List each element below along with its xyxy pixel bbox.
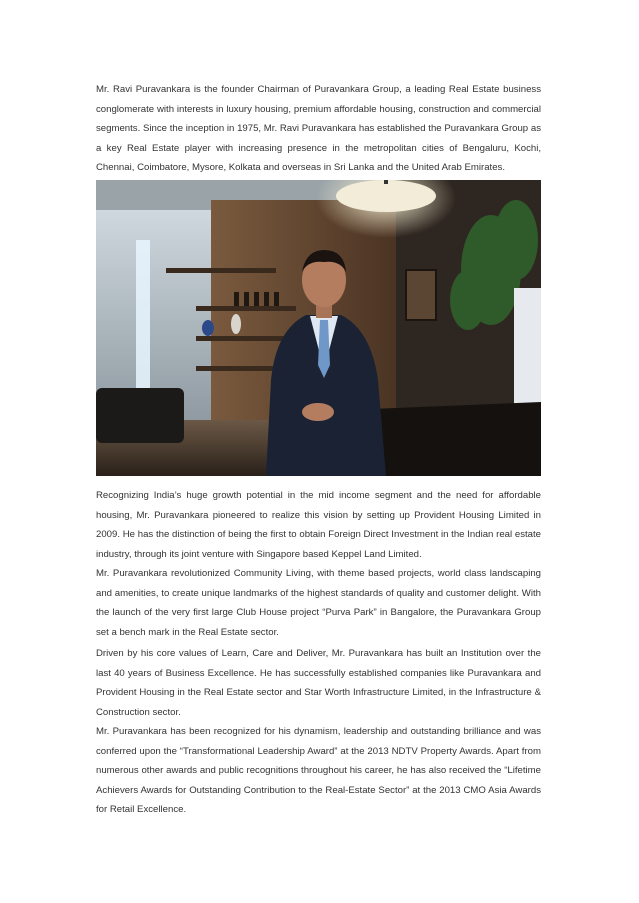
- community-living-paragraph: Mr. Puravankara revolutionized Community Living, with theme based projects, world class landscaping and amenities, to create unique landmarks of the highest standards of quality and customer delight. With the launch of the very first large Club House project “Purva Park” in Bangalore, the Puravankara Group set a bench mark in the Real Estate sector.: [96, 568, 541, 638]
- intro-paragraph: Mr. Ravi Puravankara is the founder Chairman of Puravankara Group, a leading Real Estate business conglomerate with interests in luxury housing, premium affordable housing, construction and commercial segments. Since the inception in 1975, Mr. Ravi Puravankara has established the Puravankara Group as a key Real Estate player with increasing presence in the metropolitan cities of Bengaluru, Kochi, Chennai, Coimbatore, Mysore, Kolkata and overseas in Sri Lanka and the United Arab Emirates.: [96, 84, 541, 173]
- core-values-paragraph: Driven by his core values of Learn, Care and Deliver, Mr. Puravankara has built an Institution over the last 40 years of Business Excellence. He has successfully established companies like Puravankara and Provident Housing in the Real Estate sector and Star Worth Infrastructure Limited, in the Infrastructure & Construction sector.: [96, 648, 541, 718]
- awards-paragraph: Mr. Puravankara has been recognized for his dynamism, leadership and outstanding brilliance and was conferred upon the “Transformational Leadership Award” at the 2013 NDTV Property Awards. Apart from numerous other awards and public recognitions throughout his career, he has also received the “Lifetime Achievers Awards for Outstanding Contribution to the Real-Estate Sector” at the 2013 CMO Asia Awards for Retail Excellence.: [96, 726, 541, 815]
- growth-paragraph: Recognizing India’s huge growth potential in the mid income segment and the need for affordable housing, Mr. Puravankara pioneered to realize this vision by setting up Provident Housing Limited in 2009. He has the distinction of being the first to obtain Foreign Direct Investment in the Indian real estate industry, through its joint venture with Singapore based Keppel Land Limited.: [96, 490, 541, 560]
- chairman-photo: [96, 180, 541, 476]
